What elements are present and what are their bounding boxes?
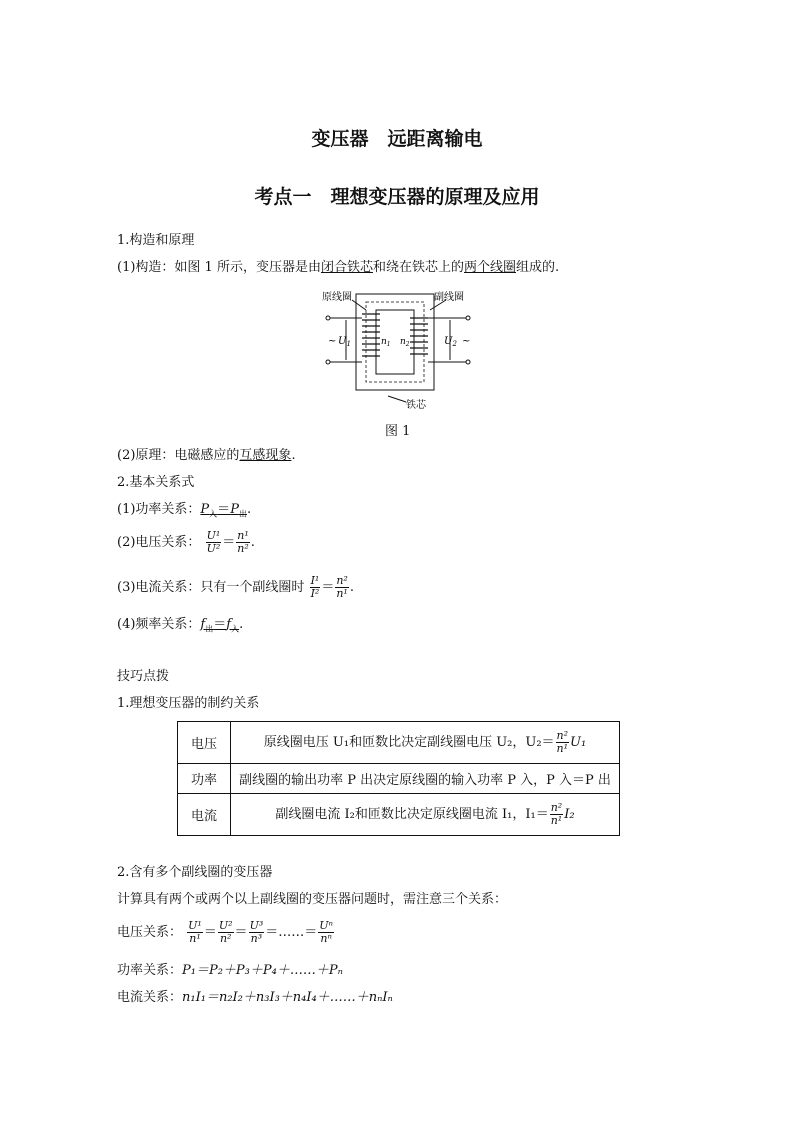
n2-label: $n_2$ — [400, 337, 410, 348]
construction-text: (1)构造：如图 1 所示，变压器是由闭合铁芯和绕在铁芯上的两个线圈组成的. — [117, 260, 560, 275]
ac-symbol-left: ~ — [328, 336, 337, 347]
voltage-relation: (2)电压关系： $\frac{\text{U¹}}{\text{U²}}$ ＝ $\frac{\text{n¹}}{\text{n²}}$ . — [117, 529, 255, 555]
table-value: 副线圈的输出功率 P 出决定原线圈的输入功率 P 入，P 入＝P 出 — [231, 764, 620, 794]
principle-text: (2)原理：电磁感应的互感现象. — [117, 448, 296, 463]
core-label: 铁芯 — [406, 400, 426, 411]
heading-construction: 1.构造和原理 — [117, 233, 195, 248]
power-relation: (1)功率关系：$P_入=P_出$. — [117, 502, 252, 519]
heading-relations: 2.基本关系式 — [117, 475, 195, 490]
tips-constraint-heading: 1.理想变压器的制约关系 — [117, 696, 260, 711]
table-key: 电流 — [178, 794, 231, 836]
transformer-figure — [318, 288, 478, 413]
table-value: 副线圈电流 I₂和匝数比决定原线圈电流 I₁，I₁＝ $\frac{\text{n²}}{\text{n¹}}$ I₂ — [231, 794, 620, 836]
tips-multi-heading: 2.含有多个副线圈的变压器 — [117, 865, 273, 880]
multi-power-relation: 功率关系：P₁＝P₂＋P₃＋P₄＋……＋Pₙ — [117, 963, 343, 978]
table-key: 功率 — [178, 764, 231, 794]
n1-label: $n_1$ — [381, 337, 391, 348]
multi-intro: 计算具有两个或两个以上副线圈的变压器问题时，需注意三个关系： — [117, 892, 508, 907]
secondary-coil-label: 副线圈 — [434, 292, 464, 303]
table-row — [178, 722, 620, 764]
ac-symbol-right: ~ — [462, 336, 471, 347]
table-row — [178, 794, 620, 836]
figure-caption: 图 1 — [385, 424, 411, 439]
table-key: 电压 — [178, 722, 231, 764]
multi-voltage-relation: 电压关系： $\frac{\text{U¹}}{\text{n¹}}$ ＝ $\frac{\text{U²}}{\text{n²}}$ ＝ $\frac{\text{U³}}{\text{n³}}$ ＝……＝ $\frac{\text{Uⁿ}}{\text{nⁿ}}$ — [117, 919, 333, 945]
constraint-table — [177, 721, 620, 836]
table-row — [178, 764, 620, 794]
u2-label: $U_2$ — [444, 336, 457, 348]
multi-current-relation: 电流关系：n₁I₁＝n₂I₂＋n₃I₃＋n₄I₄＋……＋nₙIₙ — [117, 990, 393, 1005]
u1-label: $U_1$ — [338, 336, 351, 348]
frequency-relation: (4)频率关系：$f_出=f_入$. — [117, 617, 244, 634]
page-title: 变压器 远距离输电 — [311, 128, 483, 150]
tips-heading: 技巧点拨 — [117, 669, 170, 684]
current-relation: (3)电流关系：只有一个副线圈时 $\frac{\text{I¹}}{\text{I²}}$ ＝ $\frac{\text{n²}}{\text{n¹}}$ . — [117, 574, 354, 600]
primary-coil-label: 原线圈 — [322, 292, 352, 303]
table-value: 原线圈电压 U₁和匝数比决定副线圈电压 U₂，U₂＝ $\frac{\text{n²}}{\text{n¹}}$ U₁ — [231, 722, 620, 764]
section-title: 考点一 理想变压器的原理及应用 — [254, 186, 540, 208]
